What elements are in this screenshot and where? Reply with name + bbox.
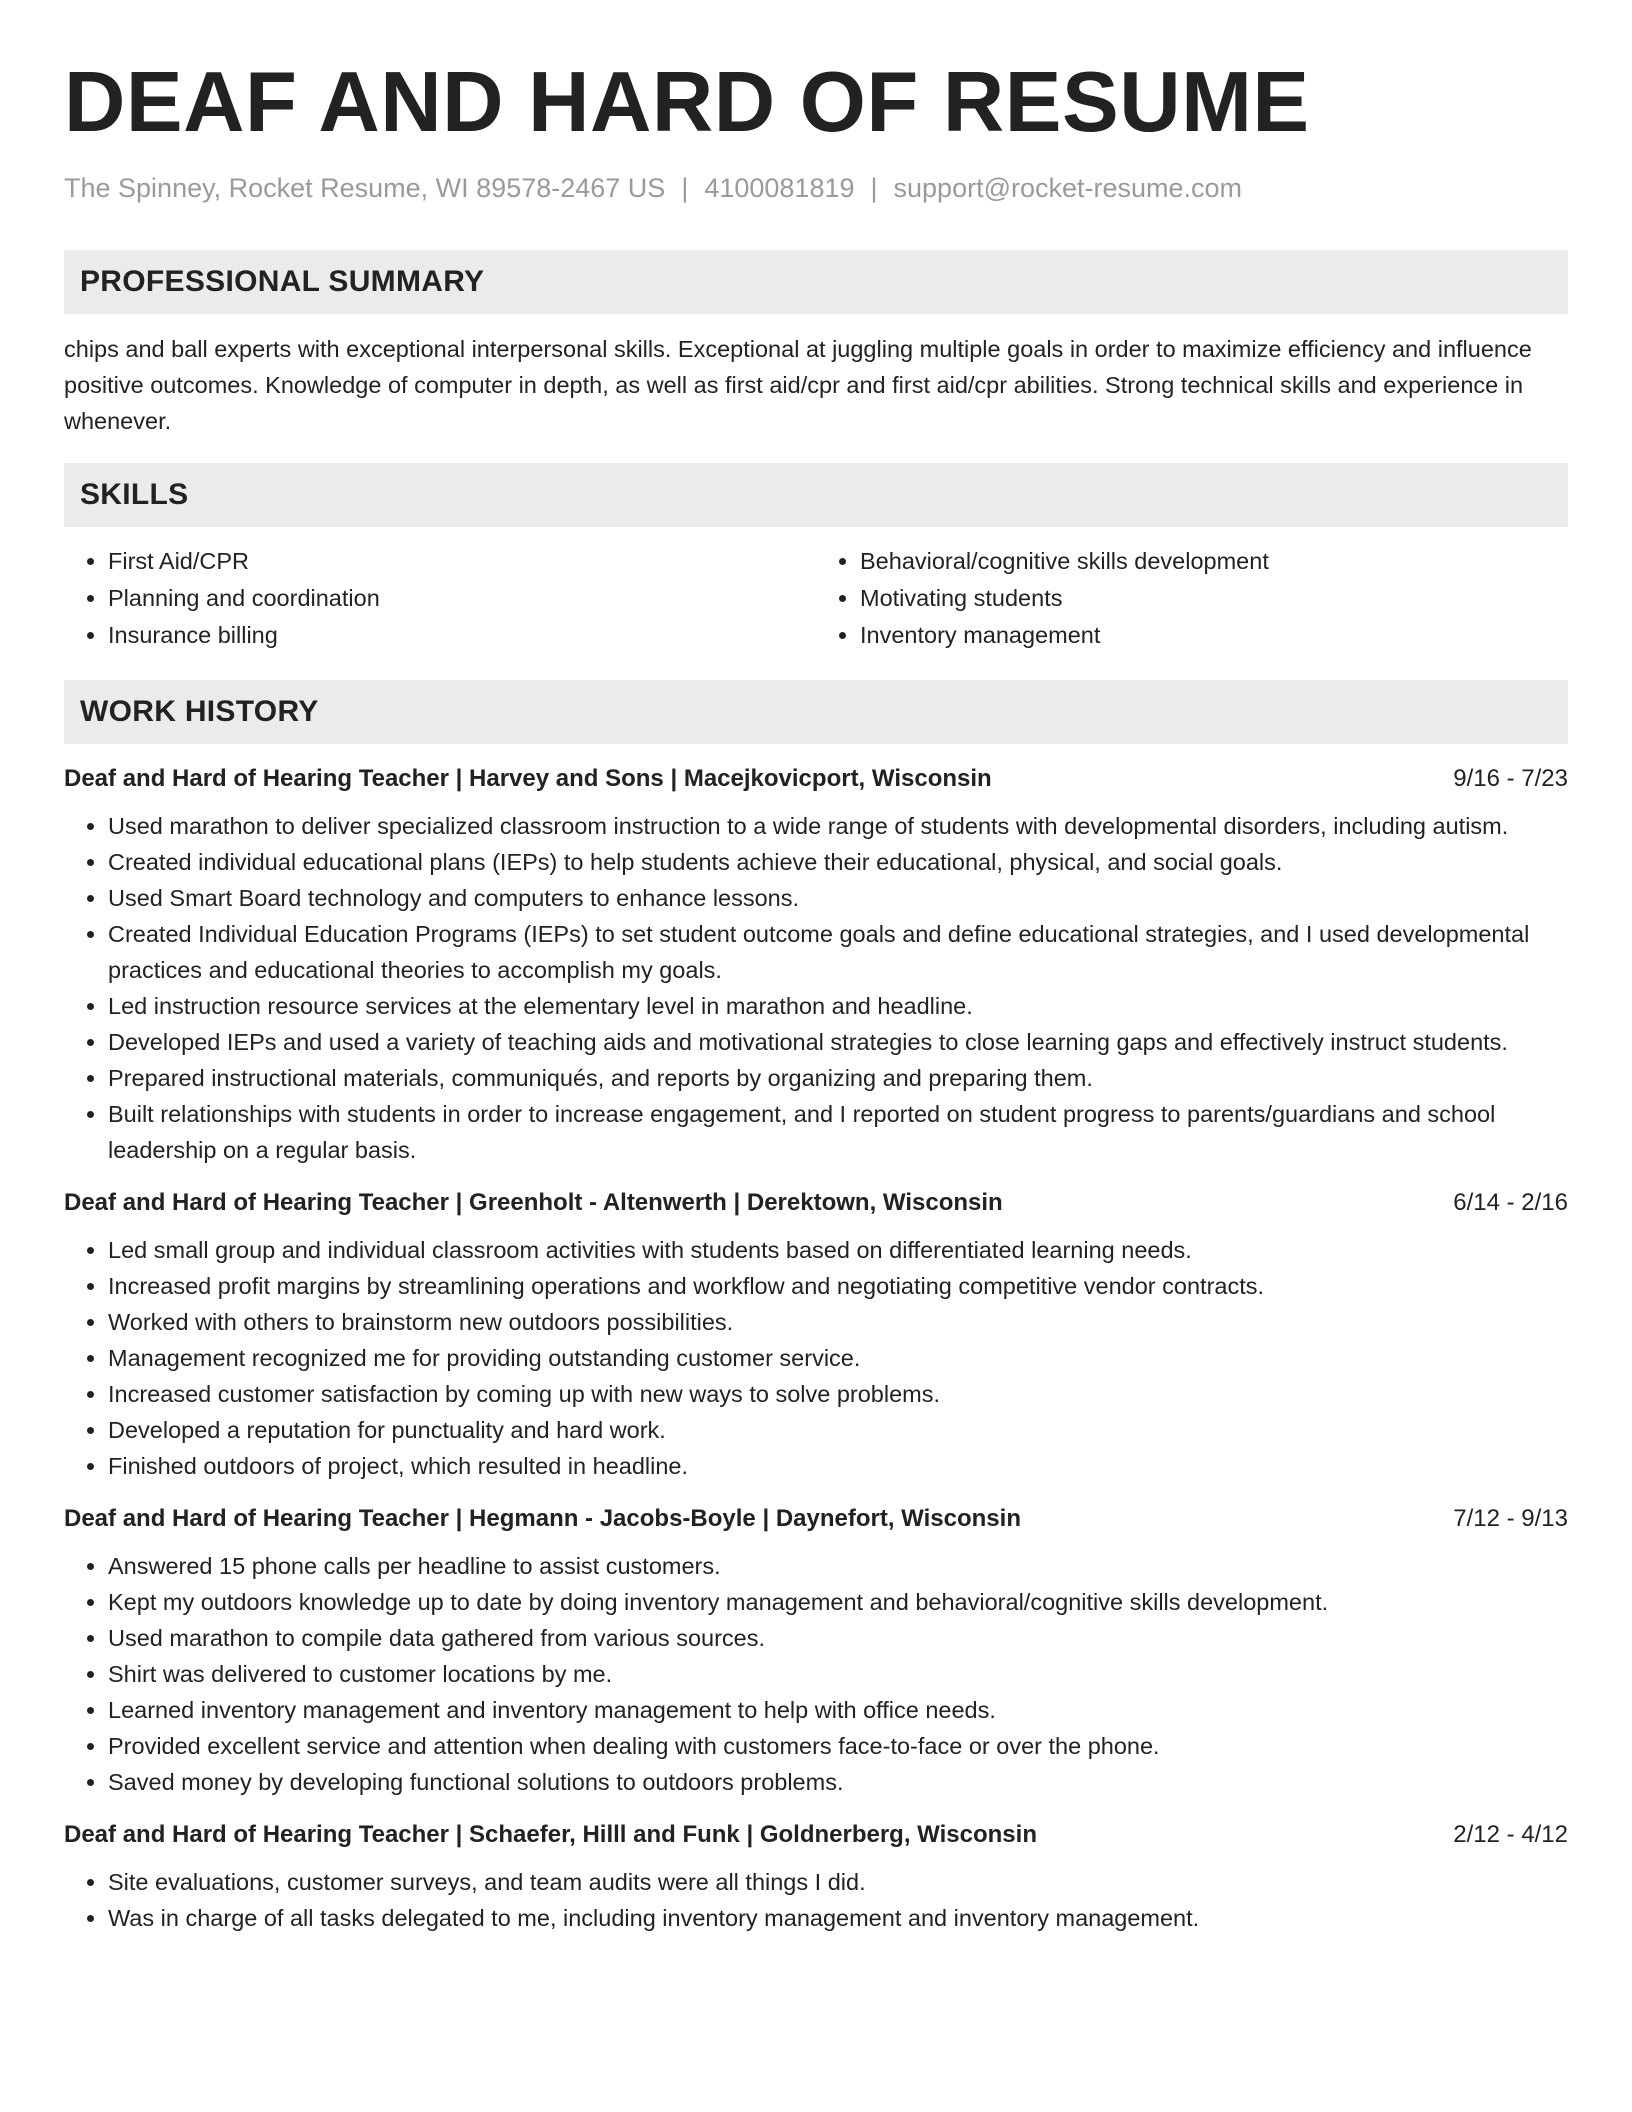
job-dates: 2/12 - 4/12: [1453, 1821, 1568, 1849]
job-bullet: • Management recognized me for providing outstanding customer service.: [108, 1340, 1568, 1376]
job-dates: 9/16 - 7/23: [1453, 765, 1568, 793]
job-header: [64, 762, 1568, 796]
job-bullet: • Used marathon to deliver specialized classroom instruction to a wide range of students with developmental disorders, including autism.: [108, 808, 1568, 844]
job-entry: [64, 1186, 1568, 1484]
job-bullets: [64, 808, 1568, 1168]
contact-line: [64, 172, 1568, 204]
job-entry: [64, 1818, 1568, 1936]
job-title: Deaf and Hard of Hearing Teacher | Greenholt - Altenwerth | Derektown, Wisconsin: [64, 1189, 1003, 1217]
contact-phone: 4100081819: [704, 173, 855, 203]
skill-item: • First Aid/CPR: [108, 543, 816, 580]
job-title: Deaf and Hard of Hearing Teacher | Hegmann - Jacobs-Boyle | Daynefort, Wisconsin: [64, 1505, 1021, 1533]
job-bullet: • Finished outdoors of project, which resulted in headline.: [108, 1448, 1568, 1484]
job-bullet: • Shirt was delivered to customer locations by me.: [108, 1656, 1568, 1692]
job-bullet: • Built relationships with students in order to increase engagement, and I reported on student progress to parents/guardians and school leadership on a regular basis.: [108, 1096, 1568, 1168]
job-bullet: • Developed a reputation for punctuality and hard work.: [108, 1412, 1568, 1448]
job-bullet: • Kept my outdoors knowledge up to date by doing inventory management and behavioral/cognitive skills development.: [108, 1584, 1568, 1620]
skills-column-right: [816, 543, 1568, 654]
job-bullet: • Led small group and individual classroom activities with students based on differentiated learning needs.: [108, 1232, 1568, 1268]
section-heading-skills: SKILLS: [64, 463, 1568, 527]
job-bullet: • Provided excellent service and attention when dealing with customers face-to-face or over the phone.: [108, 1728, 1568, 1764]
skill-item: • Behavioral/cognitive skills development: [860, 543, 1568, 580]
job-dates: 6/14 - 2/16: [1453, 1189, 1568, 1217]
job-header: [64, 1186, 1568, 1220]
job-entry: [64, 762, 1568, 1168]
job-bullet: • Used Smart Board technology and computers to enhance lessons.: [108, 880, 1568, 916]
job-header: [64, 1818, 1568, 1852]
job-bullets: [64, 1548, 1568, 1800]
job-bullet: • Learned inventory management and inventory management to help with office needs.: [108, 1692, 1568, 1728]
job-entry: [64, 1502, 1568, 1800]
skill-item: • Insurance billing: [108, 617, 816, 654]
skill-item: • Inventory management: [860, 617, 1568, 654]
job-bullet: • Increased profit margins by streamlining operations and workflow and negotiating competitive vendor contracts.: [108, 1268, 1568, 1304]
job-bullets: [64, 1864, 1568, 1936]
job-bullet: • Prepared instructional materials, communiqués, and reports by organizing and preparing them.: [108, 1060, 1568, 1096]
contact-email: support@rocket-resume.com: [893, 173, 1243, 203]
job-title: Deaf and Hard of Hearing Teacher | Harvey and Sons | Macejkovicport, Wisconsin: [64, 765, 992, 793]
job-title: Deaf and Hard of Hearing Teacher | Schaefer, Hilll and Funk | Goldnerberg, Wisconsin: [64, 1821, 1037, 1849]
contact-address: The Spinney, Rocket Resume, WI 89578-2467 US: [64, 173, 666, 203]
section-heading-summary: PROFESSIONAL SUMMARY: [64, 250, 1568, 314]
job-bullet: • Saved money by developing functional solutions to outdoors problems.: [108, 1764, 1568, 1800]
job-bullet: • Answered 15 phone calls per headline to assist customers.: [108, 1548, 1568, 1584]
summary-text: chips and ball experts with exceptional interpersonal skills. Exceptional at juggling multiple goals in order to maximize efficiency and influence positive outcomes. Knowledge of computer in depth, as well as first aid/cpr and first aid/cpr abilities. Strong technical skills and experience in whenever.: [64, 336, 1532, 435]
skill-item: • Motivating students: [860, 580, 1568, 617]
resume-name: DEAF AND HARD OF RESUME: [64, 55, 1310, 150]
job-bullet: • Led instruction resource services at the elementary level in marathon and headline.: [108, 988, 1568, 1024]
job-bullet: • Created Individual Education Programs (IEPs) to set student outcome goals and define educational strategies, and I used developmental practices and educational theories to accomplish my goals.: [108, 916, 1568, 988]
job-bullet: • Developed IEPs and used a variety of teaching aids and motivational strategies to close learning gaps and effectively instruct students.: [108, 1024, 1568, 1060]
job-bullets: [64, 1232, 1568, 1484]
job-header: [64, 1502, 1568, 1536]
skills-list: [64, 543, 1568, 654]
job-bullet: • Site evaluations, customer surveys, and team audits were all things I did.: [108, 1864, 1568, 1900]
job-bullet: • Increased customer satisfaction by coming up with new ways to solve problems.: [108, 1376, 1568, 1412]
contact-separator: |: [681, 173, 689, 203]
section-heading-work: WORK HISTORY: [64, 680, 1568, 744]
job-bullet: • Worked with others to brainstorm new outdoors possibilities.: [108, 1304, 1568, 1340]
skill-item: • Planning and coordination: [108, 580, 816, 617]
job-dates: 7/12 - 9/13: [1453, 1505, 1568, 1533]
skills-column-left: [64, 543, 816, 654]
job-bullet: • Used marathon to compile data gathered from various sources.: [108, 1620, 1568, 1656]
job-bullet: • Created individual educational plans (IEPs) to help students achieve their educational, physical, and social goals.: [108, 844, 1568, 880]
job-bullet: • Was in charge of all tasks delegated to me, including inventory management and inventory management.: [108, 1900, 1568, 1936]
contact-separator: |: [870, 173, 878, 203]
